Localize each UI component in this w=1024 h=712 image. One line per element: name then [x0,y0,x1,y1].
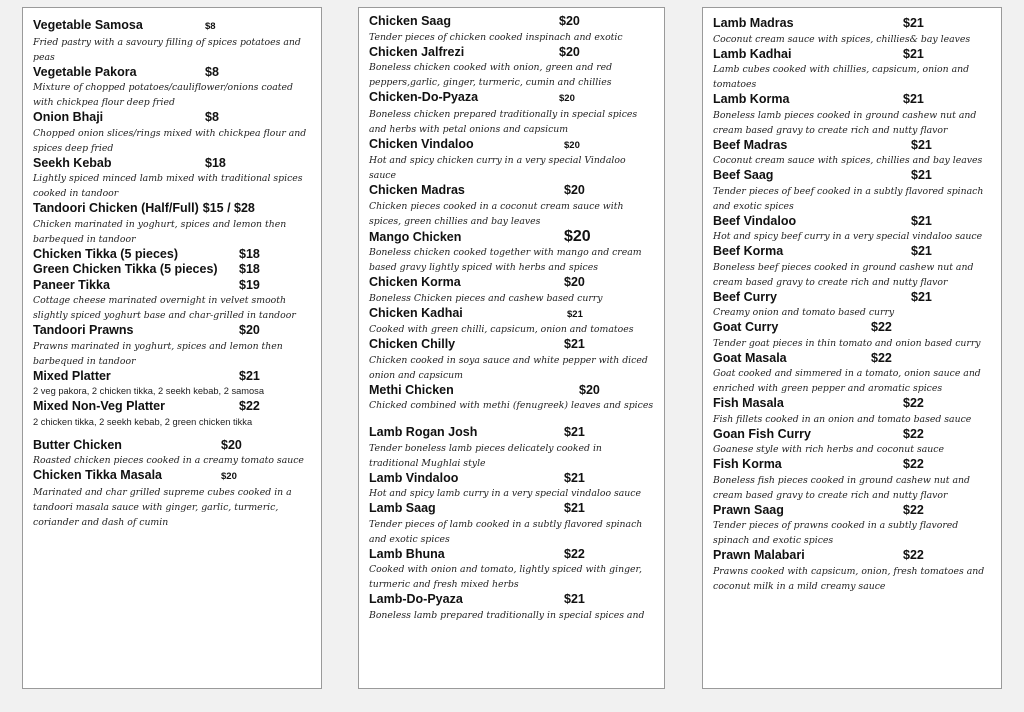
menu-item-name: Lamb Korma [713,92,790,106]
menu-item-name: Chicken Vindaloo [369,136,474,151]
menu-item-row [713,16,991,32]
menu-item-description: Chicked combined with methi (fenugreek) leaves and spices [369,400,654,411]
menu-item-price: $20 [564,183,585,197]
chicken-list-2 [369,14,654,413]
goat-list [713,320,991,396]
menu-item-price: $21 [239,368,260,383]
menu-item-description: Tender goat pieces in thin tomato and onion based curry [713,337,981,349]
menu-item-row [713,138,991,154]
menu-item-price: $20 [579,382,600,397]
menu-item-row [713,457,991,473]
seafood-list [713,396,991,594]
menu-item [713,320,991,351]
menu-item-price: $22 [903,457,924,471]
menu-item-price: $15 / $28 [202,201,255,215]
menu-item-row [713,47,991,63]
menu-item [33,110,311,156]
menu-item [713,351,991,397]
menu-item-name: Chicken Kadhai [369,305,463,320]
menu-item [369,337,654,383]
menu-item-row [33,278,311,294]
menu-item-row [369,45,654,61]
menu-item [369,425,654,471]
menu-item-price: $21 [911,137,932,152]
menu-item-description: 2 veg pakora, 2 chicken tikka, 2 seekh kebab, 2 samosa [33,386,265,396]
menu-item-name: Beef Vindaloo [713,213,797,228]
menu-item-description: Goat cooked and simmered in a tomato, onion sauce and enriched with green pepper and aromatic spices [713,368,981,394]
menu-item-description: Fried pastry with a savoury filling of spices potatoes and peas [33,36,301,63]
menu-column-starters [22,7,322,689]
menu-item-row [369,90,654,107]
menu-item [33,65,311,111]
menu-item-price: $21 [564,592,585,606]
menu-item-name: Lamb Madras [713,16,794,30]
menu-item [369,90,654,137]
menu-item-name: Prawn Saag [713,502,784,517]
menu-item-price: $22 [564,546,585,561]
menu-item [369,229,654,276]
menu-item-price: $21 [911,244,932,258]
menu-item-row [33,369,311,385]
menu-item-description: Boneless fish pieces cooked in ground cashew nut and cream based gravy to create rich and nutty flavor [713,474,970,501]
menu-item-row [713,548,991,564]
menu-item-description: Boneless chicken prepared traditionally in special spices and herbs with petal onions and capsicum [369,108,638,135]
menu-item [369,471,654,502]
menu-item [369,592,654,623]
menu-item [33,278,311,324]
menu-item-row [369,137,654,154]
menu-item-name: Prawn Malabari [713,548,805,562]
menu-item [713,92,991,138]
menu-item-row [713,396,991,412]
menu-item-description: Lightly spiced minced lamb mixed with traditional spices cooked in tandoor [33,173,303,199]
menu-item-description: Boneless beef pieces cooked in ground cashew nut and cream based gravy to create rich and nutty flavor [713,261,974,288]
menu-item-name: Beef Korma [713,244,784,258]
menu-item-row [369,306,654,323]
menu-item [33,323,311,369]
menu-item-row [33,468,311,485]
menu-item-description: Cooked with onion and tomato, lightly spiced with ginger, turmeric and fresh mixed herbs [369,564,642,590]
menu-item-price: $21 [564,470,585,485]
starters-list [33,18,311,430]
menu-item-name: Tandoori Chicken (Half/Full) [33,201,199,215]
menu-item-name: Fish Masala [713,396,784,410]
menu-item [713,168,991,214]
menu-item-price: $20 [559,14,580,28]
menu-item-row [713,290,991,306]
menu-item-name: Butter Chicken [33,437,122,452]
menu-item-description: Boneless chicken cooked with onion, green and red peppers,garlic, ginger, turmeric, cumin and chillies [369,62,613,88]
menu-item-name: Lamb-Do-Pyaza [369,592,463,606]
menu-item-price: $18 [205,155,226,170]
menu-item [33,369,311,400]
menu-item-price: $20 [564,275,585,289]
menu-item-name: Chicken-Do-Pyaza [369,90,479,104]
menu-item [713,214,991,245]
menu-item [369,183,654,229]
menu-item [369,45,654,91]
menu-item [713,47,991,93]
menu-item-price: $19 [239,277,260,292]
menu-item-description: Prawns cooked with capsicum, onion, fresh tomatoes and coconut milk in a mild creamy sauce [713,565,985,592]
menu-item-name: Green Chicken Tikka (5 pieces) [33,262,218,276]
menu-item-price: $8 [205,21,216,32]
menu-item-name: Onion Bhaji [33,110,104,124]
menu-item-row [369,229,654,246]
menu-item-description: Tender pieces of beef cooked in a subtly flavored spinach and exotic spices [713,185,984,212]
menu-item-description: Prawns marinated in yoghurt, spices and lemon then barbequed in tandoor [33,340,283,367]
menu-item-description: Chopped onion slices/rings mixed with chickpea flour and spices deep fried [33,127,307,154]
menu-item-description: Tender boneless lamb pieces delicately cooked in traditional Mughlai style [369,442,602,469]
menu-item-description: Tender pieces of lamb cooked in a subtly flavored spinach and exotic spices [369,518,643,545]
menu-item-description: Boneless lamb pieces cooked in ground cashew nut and cream based gravy to create rich and nutty flavor [713,109,977,136]
menu-item [713,396,991,427]
menu-item-name: Lamb Saag [369,501,436,515]
menu-item-description: Cottage cheese marinated overnight in velvet smooth slightly spiced yoghurt base and char-grilled in tandoor [33,295,296,321]
menu-item [369,547,654,593]
menu-item-name: Beef Saag [713,168,774,182]
lamb-list-1 [369,425,654,623]
menu-item-name: Chicken Jalfrezi [369,44,465,59]
menu-item [713,244,991,290]
menu-item-row [369,183,654,199]
menu-item-name: Chicken Saag [369,14,451,28]
menu-column-chicken-lamb [358,7,665,689]
menu-item [33,438,311,469]
menu-item-row [713,503,991,519]
menu-item [369,383,654,414]
menu-item-price: $21 [903,92,924,106]
menu-item-price: $8 [205,110,219,124]
menu-item [33,201,311,247]
menu-item-price: $21 [911,168,932,182]
menu-item-description: Marinated and char grilled supreme cubes cooked in a tandoori masala sauce with ginger, garlic, turmeric, coriander and dash of cumin [33,486,292,528]
menu-item-row [33,262,311,278]
menu-item-row [713,92,991,108]
menu-item [713,427,991,458]
menu-item-name: Methi Chicken [369,382,454,397]
menu-item-name: Beef Madras [713,137,788,152]
menu-item-name: Goan Fish Curry [713,426,811,441]
menu-item-price: $22 [903,502,924,517]
menu-item [33,247,311,263]
menu-item-name: Mango Chicken [369,229,462,244]
menu-item-row [33,438,311,454]
menu-item-price: $22 [239,399,260,413]
menu-item [713,548,991,594]
menu-item-name: Lamb Bhuna [369,546,445,561]
menu-item-row [33,110,311,126]
menu-item-price: $21 [567,308,583,320]
menu-item-row [369,275,654,291]
menu-item-row [713,214,991,230]
menu-item-name: Paneer Tikka [33,277,110,292]
menu-item-price: $20 [221,471,237,482]
menu-item-name: Mixed Non-Veg Platter [33,399,165,413]
menu-item-description: Chicken marinated in yoghurt, spices and lemon then barbequed in tandoor [33,218,287,245]
menu-item-price: $20 [564,227,591,245]
menu-item-description: 2 chicken tikka, 2 seekh kebab, 2 green chicken tikka [33,416,253,427]
menu-item [33,18,311,65]
menu-item-name: Chicken Tikka (5 pieces) [33,246,178,261]
menu-item-row [33,201,311,217]
menu-item-row [369,425,654,441]
lamb-list-2 [713,16,991,138]
menu-item-description: Creamy onion and tomato based curry [713,307,895,318]
menu-item [369,137,654,184]
menu-item-description: Fish fillets cooked in an onion and tomato based sauce [713,413,972,425]
menu-item-name: Tandoori Prawns [33,323,134,337]
chicken-list-1 [33,438,311,530]
menu-item-price: $20 [564,139,580,151]
menu-item-name: Chicken Korma [369,275,461,289]
menu-item-description: Cooked with green chilli, capsicum, onion and tomatoes [369,324,634,335]
menu-item-description: Chicken cooked in soya sauce and white pepper with diced onion and capsicum [369,354,648,381]
menu-item-row [713,168,991,184]
menu-item-price: $20 [559,93,575,104]
menu-item-row [369,547,654,563]
menu-item-description: Hot and spicy beef curry in a very special vindaloo sauce [713,231,983,242]
menu-item [33,468,311,530]
menu-item-price: $18 [239,246,260,261]
menu-item-row [33,156,311,172]
menu-item-description: Chicken pieces cooked in a coconut cream sauce with spices, green chillies and bay leaves [369,200,624,227]
menu-item [369,275,654,306]
menu-item [33,156,311,202]
menu-item-price: $21 [903,16,924,30]
menu-item-price: $21 [911,213,932,228]
menu-item-row [33,247,311,263]
menu-item-name: Fish Korma [713,457,782,471]
menu-item-price: $22 [871,350,892,365]
menu-item-description: Boneless lamb prepared traditionally in special spices and [369,609,645,621]
menu-item-name: Mixed Platter [33,368,111,383]
menu-item [369,501,654,547]
menu-item [713,457,991,503]
menu-item-name: Goat Masala [713,350,787,365]
menu-item-name: Beef Curry [713,289,777,304]
menu-item-price: $21 [911,289,932,304]
menu-item-description: Boneless Chicken pieces and cashew based curry [369,292,603,304]
menu-item-name: Lamb Kadhai [713,46,792,61]
menu-item-description: Boneless chicken cooked together with mango and cream based gravy lightly spiced with herbs and spices [369,247,642,273]
menu-item-description: Coconut cream sauce with spices, chillies and bay leaves [713,155,983,166]
menu-item-description: Tender pieces of chicken cooked inspinach and exotic [369,31,623,43]
menu-item-name: Chicken Madras [369,183,465,197]
menu-item-row [369,383,654,399]
menu-item-name: Goat Curry [713,320,779,334]
menu-item-name: Vegetable Pakora [33,64,137,79]
menu-item-row [713,427,991,443]
menu-item-price: $22 [871,320,892,334]
menu-item [713,503,991,549]
menu-item-price: $22 [903,396,924,410]
menu-item-row [369,592,654,608]
menu-item-name: Seekh Kebab [33,155,112,170]
menu-item-price: $8 [205,64,219,79]
menu-item [33,399,311,430]
menu-item-row [369,501,654,517]
menu-item [369,306,654,338]
menu-column-lamb-beef-goat-seafood [702,7,1002,689]
menu-item-price: $21 [564,501,585,515]
menu-item-price: $22 [903,426,924,441]
menu-item-description: Hot and spicy chicken curry in a very special Vindaloo sauce [369,155,626,181]
menu-item-description: Goanese style with rich herbs and coconut sauce [713,444,944,455]
menu-item-row [713,320,991,336]
menu-item-name: Lamb Rogan Josh [369,425,478,439]
menu-item-row [33,323,311,339]
menu-item-price: $20 [239,323,260,337]
menu-item-row [33,399,311,415]
menu-item [33,262,311,278]
beef-list [713,138,991,321]
menu-item-description: Lamb cubes cooked with chillies, capsicum, onion and tomatoes [713,64,970,90]
menu-item-price: $20 [559,44,580,59]
menu-item [713,138,991,169]
menu-item-name: Chicken Tikka Masala [33,468,163,482]
menu-item-row [713,351,991,367]
menu-item-description: Tender pieces of prawns cooked in a subtly flavored spinach and exotic spices [713,520,959,546]
menu-item-row [33,18,311,35]
menu-item-row [33,65,311,81]
menu-item-row [369,471,654,487]
menu-item-price: $21 [564,337,585,351]
menu-item [713,290,991,321]
menu-item-row [369,14,654,30]
menu-item-name: Lamb Vindaloo [369,470,459,485]
menu-item-price: $21 [903,46,924,61]
menu-item-name: Chicken Chilly [369,337,456,351]
menu-item-row [713,244,991,260]
menu-item [369,14,654,45]
menu-item-row [369,337,654,353]
menu-item-name: Vegetable Samosa [33,18,143,32]
menu-item-description: Mixture of chopped potatoes/cauliflower/onions coated with chickpea flour deep fried [33,82,293,108]
menu-item-price: $22 [903,548,924,562]
menu-item-description: Coconut cream sauce with spices, chillies& bay leaves [713,33,971,45]
menu-item-price: $20 [221,437,242,452]
menu-item [713,16,991,47]
menu-item-description: Hot and spicy lamb curry in a very special vindaloo sauce [369,488,642,499]
menu-item-price: $18 [239,262,260,276]
menu-item-description: Roasted chicken pieces cooked in a creamy tomato sauce [33,455,304,466]
menu-item-price: $21 [564,425,585,439]
